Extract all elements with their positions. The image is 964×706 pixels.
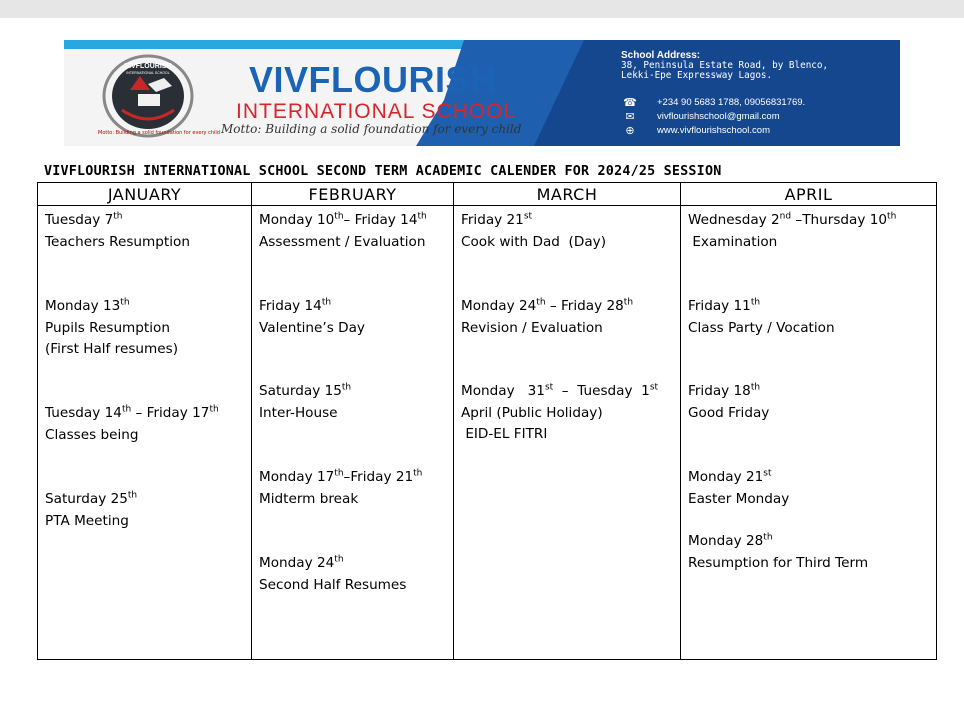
- school-logo-icon: [100, 54, 196, 138]
- february-cell: [252, 206, 454, 660]
- contact-website: [621, 124, 805, 138]
- calendar-title: VIVFLOURISH INTERNATIONAL SCHOOL SECOND TERM ACADEMIC CALENDER FOR 2024/25 SESSION: [44, 164, 722, 179]
- event: [688, 296, 835, 339]
- event-description: (First Half resumes): [45, 341, 179, 357]
- event-date: Tuesday 14th – Friday 17th: [45, 404, 219, 421]
- april-cell: [681, 206, 937, 660]
- event-description: Classes being: [45, 426, 139, 443]
- envelope-icon: ✉: [625, 111, 635, 123]
- event-description: Examination: [688, 233, 778, 250]
- contact-email: [621, 110, 805, 124]
- event-description: Midterm break: [259, 490, 359, 507]
- event: [688, 531, 868, 574]
- school-contacts: [621, 96, 805, 138]
- event: [259, 553, 406, 596]
- event-description: Resumption for Third Term: [688, 554, 869, 571]
- event-date: Saturday 25th: [45, 490, 138, 507]
- calendar-table: [37, 182, 937, 660]
- column-header-february: FEBRUARY: [252, 183, 454, 206]
- school-name: VIVFLOURISH: [249, 59, 497, 100]
- event: [45, 403, 219, 446]
- event-description: Easter Monday: [688, 490, 790, 507]
- school-banner: [64, 40, 900, 146]
- event: [688, 467, 789, 510]
- event: [45, 210, 190, 253]
- event-date: Monday 13th: [45, 297, 130, 314]
- logo-motto: Motto: Building a solid foundation for every child: [98, 130, 220, 136]
- event: [461, 381, 658, 446]
- event: [45, 489, 137, 532]
- event-date: Friday 18th: [688, 382, 761, 399]
- logo-school-name: VIVFLOURISH: [124, 63, 172, 70]
- school-address: [621, 51, 828, 81]
- calendar-body-row: [38, 206, 937, 660]
- event-date: Friday 14th: [259, 297, 332, 314]
- event-description: Inter-House: [259, 404, 338, 421]
- website-text: www.vivflourishschool.com: [657, 125, 770, 136]
- event-date: Monday 24th – Friday 28th: [461, 297, 634, 314]
- event-description: Cook with Dad (Day): [461, 233, 606, 250]
- event: [259, 296, 365, 339]
- event-description: Second Half Resumes: [259, 576, 407, 593]
- event-date: Monday 31st – Tuesday 1st: [461, 382, 659, 399]
- event-description: Teachers Resumption: [45, 233, 190, 250]
- event-date: Monday 10th– Friday 14th: [259, 211, 427, 228]
- contact-phone: [621, 96, 805, 110]
- event-date: Monday 24th: [259, 554, 344, 571]
- event-description: EID-EL FITRI: [461, 426, 548, 442]
- event-description: Good Friday: [688, 404, 770, 421]
- phone-icon: ☎: [623, 97, 637, 109]
- address-line-1: 38, Peninsula Estate Road, by Blenco,: [621, 60, 829, 71]
- january-cell: [38, 206, 252, 660]
- event-date: Saturday 15th: [259, 382, 352, 399]
- address-line-2: Lekki-Epe Expressway Lagos.: [621, 70, 773, 81]
- phone-text: +234 90 5683 1788, 09056831769.: [657, 97, 806, 108]
- address-label: School Address:: [621, 50, 701, 61]
- event-description: Assessment / Evaluation: [259, 233, 426, 250]
- event-date: Tuesday 7th: [45, 211, 123, 228]
- school-motto: Motto: Building a solid foundation for every child: [221, 122, 522, 136]
- top-bar: [0, 0, 964, 18]
- event: [259, 381, 351, 424]
- column-header-march: MARCH: [454, 183, 681, 206]
- logo-school-subtitle: INTERNATIONAL SCHOOL: [126, 71, 170, 75]
- event-date: Friday 21st: [461, 211, 533, 228]
- event-date: Monday 21st: [688, 468, 772, 485]
- email-text: vivflourishschool@gmail.com: [657, 111, 780, 122]
- column-header-january: JANUARY: [38, 183, 252, 206]
- school-subtitle: INTERNATIONAL SCHOOL: [236, 100, 517, 123]
- event: [45, 296, 178, 361]
- event-date: Monday 28th: [688, 532, 773, 549]
- event-date: Friday 11th: [688, 297, 761, 314]
- event-date: Monday 17th–Friday 21th: [259, 468, 423, 485]
- event: [259, 210, 427, 253]
- event-date: Wednesday 2nd –Thursday 10th: [688, 211, 897, 228]
- column-header-april: APRIL: [681, 183, 937, 206]
- event-description: PTA Meeting: [45, 512, 129, 529]
- event: [461, 210, 606, 253]
- event-description: April (Public Holiday): [461, 404, 603, 421]
- march-cell: [454, 206, 681, 660]
- event-description: Valentine’s Day: [259, 319, 365, 336]
- globe-icon: ⊕: [625, 125, 635, 137]
- event-description: Pupils Resumption: [45, 319, 170, 336]
- event-description: Class Party / Vocation: [688, 319, 835, 336]
- calendar-header-row: [38, 183, 937, 206]
- event: [461, 296, 633, 339]
- event: [259, 467, 422, 510]
- event: [688, 381, 769, 424]
- event: [688, 210, 896, 253]
- event-description: Revision / Evaluation: [461, 319, 603, 336]
